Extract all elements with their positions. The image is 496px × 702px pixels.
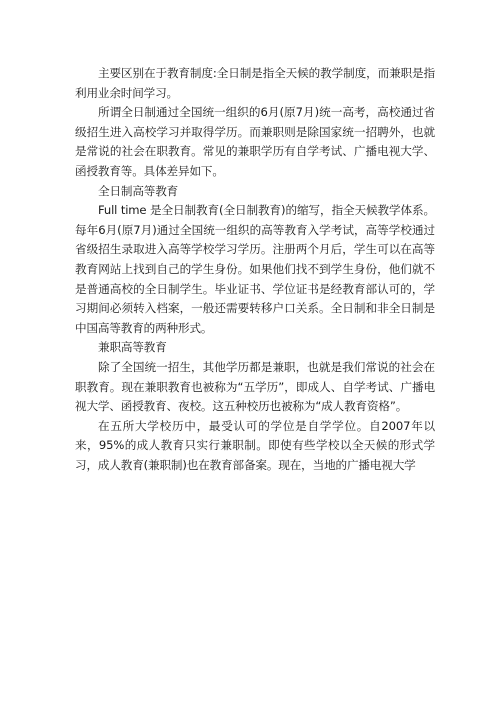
paragraph-intro: 主要区别在于教育制度:全日制是指全天候的教学制度，而兼职是指利用业余时间学习。 xyxy=(75,66,435,100)
section-heading-parttime: 兼职高等教育 xyxy=(98,340,167,355)
document-page xyxy=(75,64,435,475)
paragraph-definition: 所谓全日制通过全国统一组织的6月(原7月)统一高考，高校通过省级招生进入高校学习并取得学历。而兼职则是除国家统一招聘外，也就是常说的社会在职教育。常见的兼职学历有自学考试、广播电视大学、函授教育等。具体差异如下。 xyxy=(75,105,435,178)
section-heading-fulltime: 全日制高等教育 xyxy=(98,183,179,198)
paragraph-fulltime: Full time 是全日制教育(全日制教育)的缩写，指全天候教学体系。每年6月(原7月)通过全国统一组织的高等教育入学考试，高等学校通过省级招生录取进入高等学校学习学历。注册两个月后，学生可以在高等教育网站上找到自己的学生身份。如果他们找不到学生身份，他们就不是普通高校的全日制学生。毕业证书、学位证书是经教育部认可的，学习期间必须转入档案，一般还需要转移户口关系。全日制和非全日制是中国高等教育的两种形式。 xyxy=(75,203,435,335)
paragraph-selfstudy: 在五所大学校历中，最受认可的学位是自学学位。自2007年以来，95%的成人教育只实行兼职制。即使有些学校以全天候的形式学习，成人教育(兼职制)也在教育部备案。现在，当地的广播电视大学 xyxy=(75,418,435,472)
paragraph-parttime: 除了全国统一招生，其他学历都是兼职，也就是我们常说的社会在职教育。现在兼职教育也被称为“五学历”，即成人、自学考试、广播电视大学、函授教育、夜校。这五种校历也被称为“成人教育资格”。 xyxy=(75,359,435,414)
